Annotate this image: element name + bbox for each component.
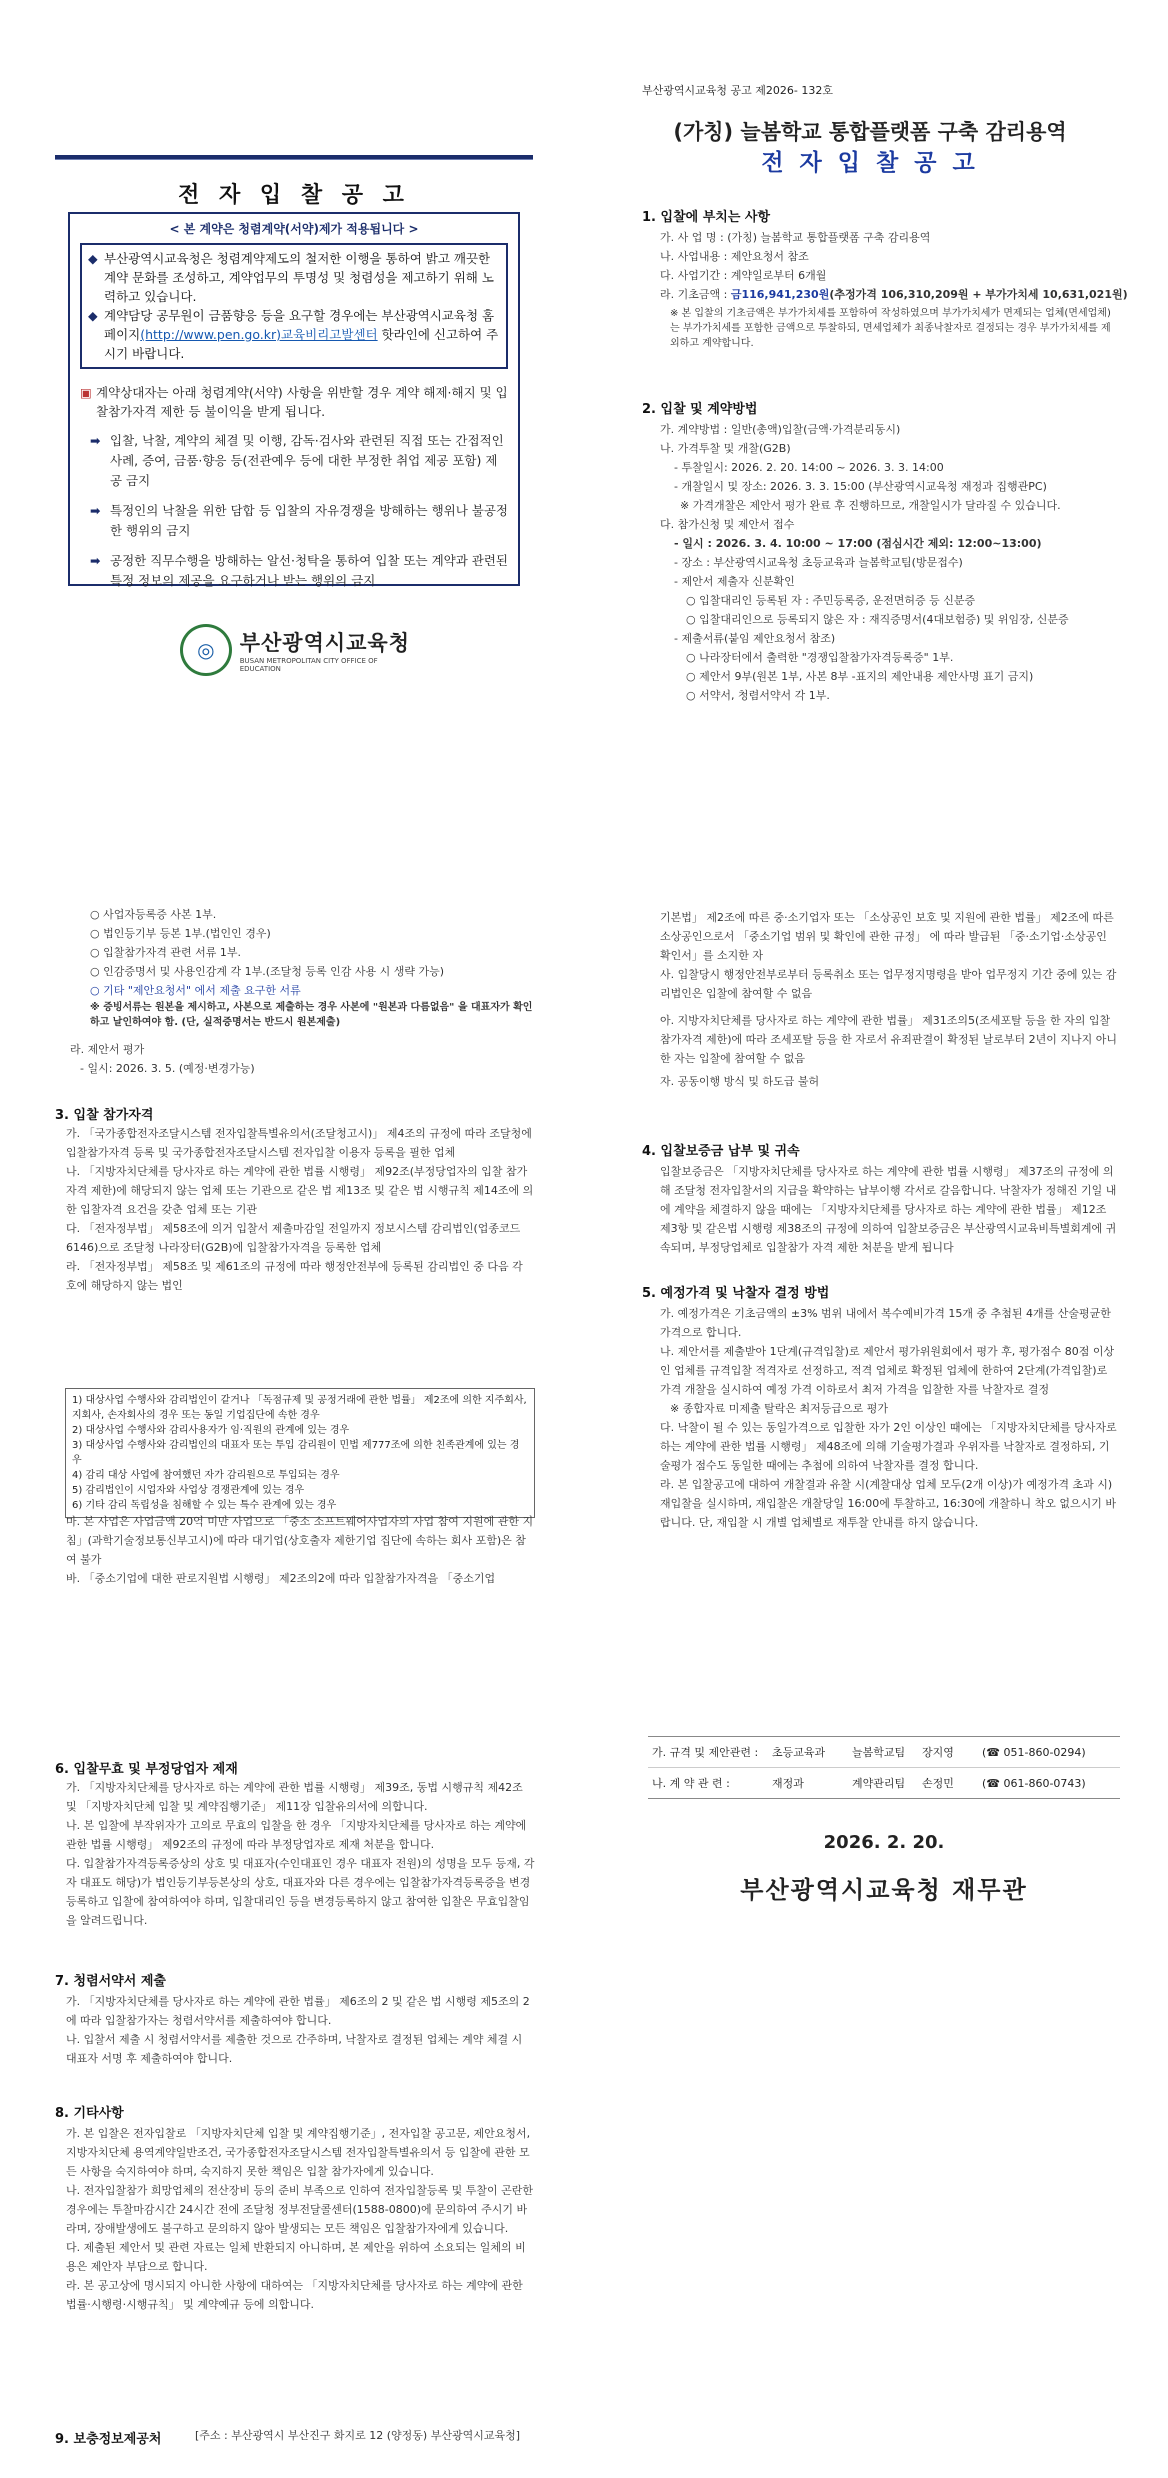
office-logo	[180, 620, 420, 680]
contact-row: 가. 규격 및 제안관련 : 초등교육과 늘봄학교팀 장지영 (☎ 051-860-0294)	[648, 1737, 1120, 1768]
exclusion-box: 1) 대상사업 수행사와 감리법인이 같거나 「독점규제 및 공정거래에 관한 법률」 제2조에 의한 지주회사, 지회사, 손자회사의 경우 또는 동일 기업집단에 속한 경우 2) 대상사업 수행사와 감리사용자가 임·직원의 관계에 있는 경우 3) 대상사업 수행사와 감리법인의 대표자 또는 투입 감리원이 민법 제777조에 의한 친족관계에 있는 경우 4) 감리 대상 사업에 참여했던 자가 감리원으로 투입되는 경우 5) 감리법인이 시업자와 사업상 경쟁관계에 있는 경우 6) 기타 감리 독립성을 침해할 수 있는 특수 관계에 있는 경우	[65, 1388, 535, 1518]
cover-rule-thin	[55, 159, 533, 160]
section-2-body: 가. 계약방법 : 일반(총액)입찰(금액·가격분리동시) 나. 가격투찰 및 개찰(G2B) - 투찰일시: 2026. 2. 20. 14:00 ~ 2026. 3. 3. 14:00 - 개찰일시 및 장소: 2026. 3. 3. 15:00 (부산광역시교육청 재정과 집행관PC) ※ 가격개찰은 제안서 평가 완료 후 진행하므로, 개찰일시가 달라질 수 있습니다. 다. 참가신청 및 제안서 접수 - 일시 : 2026. 3. 4. 10:00 ~ 17:00 (점심시간 제외: 12:00~13:00) - 장소 : 부산광역시교육청 초등교육과 늘봄학교팀(방문접수) - 제안서 제출자 신분확인 ○ 입찰대리인 등록된 자 : 주민등록증, 운전면허증 등 신분증 ○ 입찰대리인으로 등록되지 않은 자 : 재직증명서(4대보험증) 및 위임장, 신분증 - 제출서류(붙임 제안요청서 참조) ○ 나라장터에서 출력한 "경쟁입찰참가자격등록증" 1부. ○ 제안서 9부(원본 1부, 사본 8부 -표지의 제안내용 제안사명 표기 금지) ○ 서약서, 청렴서약서 각 1부.	[660, 423, 1069, 702]
report-link[interactable]: (http://www.pen.go.kr)교육비리고발센터	[140, 327, 378, 342]
logo-eng: BUSAN METROPOLITAN CITY OFFICE OF EDUCATION	[239, 657, 378, 673]
issuer: 부산광역시교육청 재무관	[740, 1876, 1028, 1904]
section-3-body-2: 마. 본 사업은 사업금액 20억 미만 사업으로 「중소 소프트웨어사업자의 사업 참여 지원에 관한 지침」(과학기술정보통신부고시)에 따라 대기업(상호출자 제한기업 집단에 속하는 회사 포함)은 참여 불가 바. 「중소기업에 대한 판로지원법 시행령」 제2조의2에 따라 입찰참가자격을 「중소기업	[66, 1515, 534, 1585]
section-8-body: 가. 본 입찰은 전자입찰로 「지방자치단체 입찰 및 계약집행기준」, 전자입찰 공고문, 제안요청서, 지방자치단체 용역계약일반조건, 국가종합전자조달시스템 전자입찰특별유의서 등 입찰에 관한 모든 사항을 숙지하여야 하며, 숙지하지 못한 책임은 입찰 참가자에게 있습니다. 나. 전자입찰참가 희망업체의 전산장비 등의 준비 부족으로 인하여 전자입찰등록 및 투찰이 곤란한 경우에는 투찰마감시간 24시간 전에 조달청 정부전달콜센터(1588-0800)에 문의하여 주시기 바라며, 장애발생에도 불구하고 문의하지 않아 발생되는 모든 책임은 입찰참가자에게 있습니다. 다. 제출된 제안서 및 관련 자료는 일체 반환되지 아니하며, 본 제안을 위하여 소요되는 일체의 비용은 제안자 부담으로 합니다. 라. 본 공고상에 명시되지 아니한 사항에 대하여는 「지방자치단체를 당사자로 하는 계약에 관한 법률·시행령·시행규칙」 및 계약예규 등에 의합니다.	[66, 2127, 533, 2311]
notice-head: < 본 계약은 청렴계약(서약)제가 적용됩니다 >	[169, 222, 419, 236]
box-item: ◆ 부산광역시교육청은 청렴계약제도의 철저한 이행을 통하여 밝고 깨끗한 계약 문화를 조성하고, 계약업무의 투명성 및 청렴성을 제고하기 위해 노력하고 있습니다.	[88, 251, 494, 304]
address: [주소 : 부산광역시 부산진구 화지로 12 (양정동) 부산광역시교육청]	[195, 2429, 520, 2442]
integrity-inner-box	[80, 243, 508, 369]
notice-subtitle: 전 자 입 찰 공 고	[761, 150, 979, 176]
section-title: 1. 입찰에 부치는 사항	[642, 210, 771, 225]
section-1-body: 가. 사 업 명 : (가칭) 늘봄학교 통합플랫폼 구축 감리용역 나. 사업내용 : 제안요청서 참조 다. 사업기간 : 계약일로부터 6개월 라. 기초금액 : 금116,941,230원(추정가격 106,310,209원 + 부가가치세 10,631,021원) ※ 본 입찰의 기초금액은 부가가치세를 포함하여 작성하였으며 부가가치세가 면제되는 업체(면세업체)는 부가가치세를 포함한 금액으로 투찰하되, 면세업체가 최종낙찰자로 결정되는 경우 부가가치세를 제외하고 계약합니다.	[660, 231, 1128, 349]
diamond-icon: ◆	[88, 251, 98, 266]
section-title: 6. 입찰무효 및 부정당업자 제재	[55, 1762, 238, 1777]
cover-title: 전 자 입 찰 공 고	[178, 183, 410, 208]
proposal-eval: 라. 제안서 평가 - 일시: 2026. 3. 5. (예정·변경가능)	[70, 1043, 255, 1075]
section-title: 4. 입찰보증금 납부 및 귀속	[642, 1144, 800, 1159]
rule-bullet: ➡ 입찰, 낙찰, 계약의 체결 및 이행, 감독·검사와 관련된 직접 또는 간접적인 사례, 증여, 금품·향응 등(전관예우 등에 대한 부정한 취업 제공 포함) 제공 금지	[80, 431, 508, 491]
diamond-icon: ◆	[88, 308, 98, 323]
section-6-body: 가. 「지방자치단체를 당사자로 하는 계약에 관한 법률 시행령」 제39조, 동법 시행규칙 제42조 및 「지방자치단체 입찰 및 계약집행기준」 제11장 입찰유의서에 의합니다. 나. 본 입찰에 부작위자가 고의로 무효의 입찰을 한 경우 「지방자치단체를 당사자로 하는 계약에 관한 법률 시행령」 제92조의 규정에 따라 부정당업자로 제재 처분을 합니다. 다. 입찰참가자격등록증상의 상호 및 대표자(수인대표인 경우 대표자 전원)의 성명을 모두 등재, 각자 대표도 해당)가 법인등기부등본상의 상호, 대표자와 다른 경우에는 입찰참가자격등록증을 변경등록하고 입찰에 참여하여야 하며, 입찰대리인 등을 변경등록하지 않고 참여한 입찰은 무효입찰임을 알려드립니다.	[66, 1781, 535, 1927]
section-2-continued: ○ 사업자등록증 사본 1부. ○ 법인등기부 등본 1부.(법인인 경우) ○ 입찰참가자격 관련 서류 1부. ○ 인감증명서 및 사용인감계 각 1부.(조달청 등록 인감 사용 시 생략 가능) ○ 기타 "제안요청서" 에서 제출 요구한 서류 ※ 증빙서류는 원본을 제시하고, 사본으로 제출하는 경우 사본에 "원본과 다름없음" 을 대표자가 확인하고 날인하여야 함. (단, 실적증명서는 반드시 원본제출)	[90, 908, 533, 1028]
project-title: (가칭) 늘봄학교 통합플랫폼 구축 감리용역	[673, 120, 1067, 144]
warning-text: ▣ 계약상대자는 아래 청렴계약(서약) 사항을 위반할 경우 계약 해제·해지 및 입찰참가자격 제한 등 불이익을 받게 됩니다.	[80, 385, 508, 419]
section-title: 8. 기타사항	[55, 2106, 124, 2121]
base-price: 금116,941,230원	[730, 288, 830, 301]
section-title: 5. 예정가격 및 낙찰자 결정 방법	[642, 1286, 830, 1301]
square-bullet-icon: ▣	[80, 385, 92, 400]
rule-bullet: ➡ 특정인의 낙찰을 위한 담합 등 입찰의 자유경쟁을 방해하는 행위나 불공정한 행위의 금지	[80, 501, 508, 541]
arrow-icon: ➡	[90, 503, 101, 518]
section-3-body: 가. 「국가종합전자조달시스템 전자입찰특별유의서(조달청고시)」 제4조의 규정에 따라 조달청에 입찰참가자격 등록 및 국가종합전자조달시스템 전자입찰 이용자 등록을 필한 업체 나. 「지방자치단체를 당사자로 하는 계약에 관한 법률 시행령」 제92조(부정당업자의 입찰 참가자격 제한)에 해당되지 않는 업체 또는 기관으로 같은 법 제13조 및 같은 법 시행규칙 제14조에 의한 입찰자격 요건을 갖춘 업체 또는 기관 다. 「전자정부법」 제58조에 의거 입찰서 제출마감일 전일까지 정보시스템 감리법인(업종코드6146)으로 조달청 나라장터(G2B)에 입찰참가자격을 등록한 업체 라. 「전자정부법」 제58조 및 제61조의 규정에 따라 행정안전부에 등록된 감리법인 중 다음 각 호에 해당하지 않는 법인	[66, 1127, 534, 1292]
notice-date: 2026. 2. 20.	[823, 1832, 945, 1853]
arrow-icon: ➡	[90, 433, 101, 448]
section-5-body: 가. 예정가격은 기초금액의 ±3% 범위 내에서 복수예비가격 15개 중 추첨된 4개를 산술평균한 가격으로 합니다. 나. 제안서를 제출받아 1단계(규격입찰)로 제안서 평가위원회에서 평가 후, 평가점수 80점 이상인 업체를 규격입찰 적격자로 선정하고, 적격 업체로 확정된 업체에 한하여 2단계(가격입찰)로 가격 개찰을 실시하여 예정 가격 이하로서 최저 가격을 입찰한 자를 낙찰자로 결정 ※ 종합자료 미제출 탈락은 최저등급으로 평가 다. 낙찰이 될 수 있는 동일가격으로 입찰한 자가 2인 이상인 때에는 「지방자치단체를 당사자로 하는 계약에 관한 법률 시행령」 제48조에 의해 기술평가결과 우위자를 낙찰자로 결정하되, 기술평가 점수도 동일한 때에는 추첨에 의하여 낙찰자를 결정 합니다. 라. 본 입찰공고에 대하여 개찰결과 유찰 시(계찰대상 업체 모두(2개 이상)가 예정가격 초과 시) 재입찰을 실시하며, 재입찰은 개찰당일 16:00에 투찰하고, 16:30에 개찰하니 착오 없으시기 바랍니다. 단, 재입찰 시 개별 업체별로 재투찰 안내를 하지 않습니다.	[660, 1307, 1117, 1529]
box-item: ◆ 계약담당 공무원이 금품향응 등을 요구할 경우에는 부산광역시교육청 홈페이지(http://www.pen.go.kr)교육비리고발센터 핫라인에 신고하여 주시기 바랍니다.	[88, 308, 499, 361]
section-title: 7. 청렴서약서 제출	[55, 1974, 166, 1989]
section-title: 2. 입찰 및 계약방법	[642, 402, 758, 417]
contact-table	[648, 1736, 1120, 1799]
section-3-continued: 기본법」 제2조에 따른 중·소기업자 또는 「소상공인 보호 및 지원에 관한 법률」 제2조에 따른 소상공인으로서 「중소기업 범위 및 확인에 관한 규정」 에 따라 발급된 「중·소기업·소상공인 확인서」를 소지한 자 사. 입찰당시 행정안전부로부터 등록취소 또는 업무정지명령을 받아 업무정지 기간 중에 있는 감리법인은 입찰에 참여할 수 없음 아. 지방자치단체를 당사자로 하는 계약에 관한 법률」 제31조의5(조세포탈 등을 한 자의 입찰참가자격 제한)에 따라 조세포탈 등을 한 자로서 유죄판결이 확정된 날로부터 2년이 지나지 아니한 자는 입찰에 참여할 수 없음 자. 공동이행 방식 및 하도급 불허	[660, 911, 1118, 1088]
section-title: 3. 입찰 참가자격	[55, 1108, 154, 1123]
integrity-notice-box	[68, 212, 520, 586]
section-7-body: 가. 「지방자치단체를 당사자로 하는 계약에 관한 법률」 제6조의 2 및 같은 법 시행령 제5조의 2에 따라 입찰참가자는 청렴서약서를 제출하여야 합니다. 나. 입찰서 제출 시 청렴서약서를 제출한 것으로 간주하며, 낙찰자로 결정된 업체는 계약 체결 시 대표자 서명 후 제출하여야 합니다.	[66, 1995, 530, 2065]
section-4-body: 입찰보증금은 「지방자치단체를 당사자로 하는 계약에 관한 법률 시행령」 제37조의 규정에 의해 조달청 전자입찰서의 지급을 확약하는 납부이행 각서로 갈음합니다. 낙찰자가 정해진 기일 내에 계약을 체결하지 않을 때에는 「지방자치단체를 당사자로 하는 계약에 관한 법률」 제12조 제3항 및 같은법 시행령 제38조의 규정에 의하여 입찰보증금은 부산광역시교육비특별회계에 귀속되며, 부정당업체로 입찰참가 자격 제한 처분을 받게 됩니다	[660, 1165, 1117, 1254]
rule-bullet: ➡ 공정한 직무수행을 방해하는 알선·청탁을 통하여 입찰 또는 계약과 관련된 특정 정보의 제공을 요구하거나 받는 행위의 금지	[80, 551, 508, 591]
contact-row: 나. 계 약 관 련 : 재정과 계약관리팀 손정민 (☎ 061-860-0743)	[652, 1776, 1086, 1790]
logo-name: 부산광역시교육청	[239, 631, 411, 655]
section-title: 9. 보충정보제공처	[55, 2432, 162, 2447]
emblem-icon: ◎	[180, 624, 232, 676]
arrow-icon: ➡	[90, 553, 101, 568]
notice-number: 부산광역시교육청 공고 제2026- 132호	[642, 84, 833, 97]
